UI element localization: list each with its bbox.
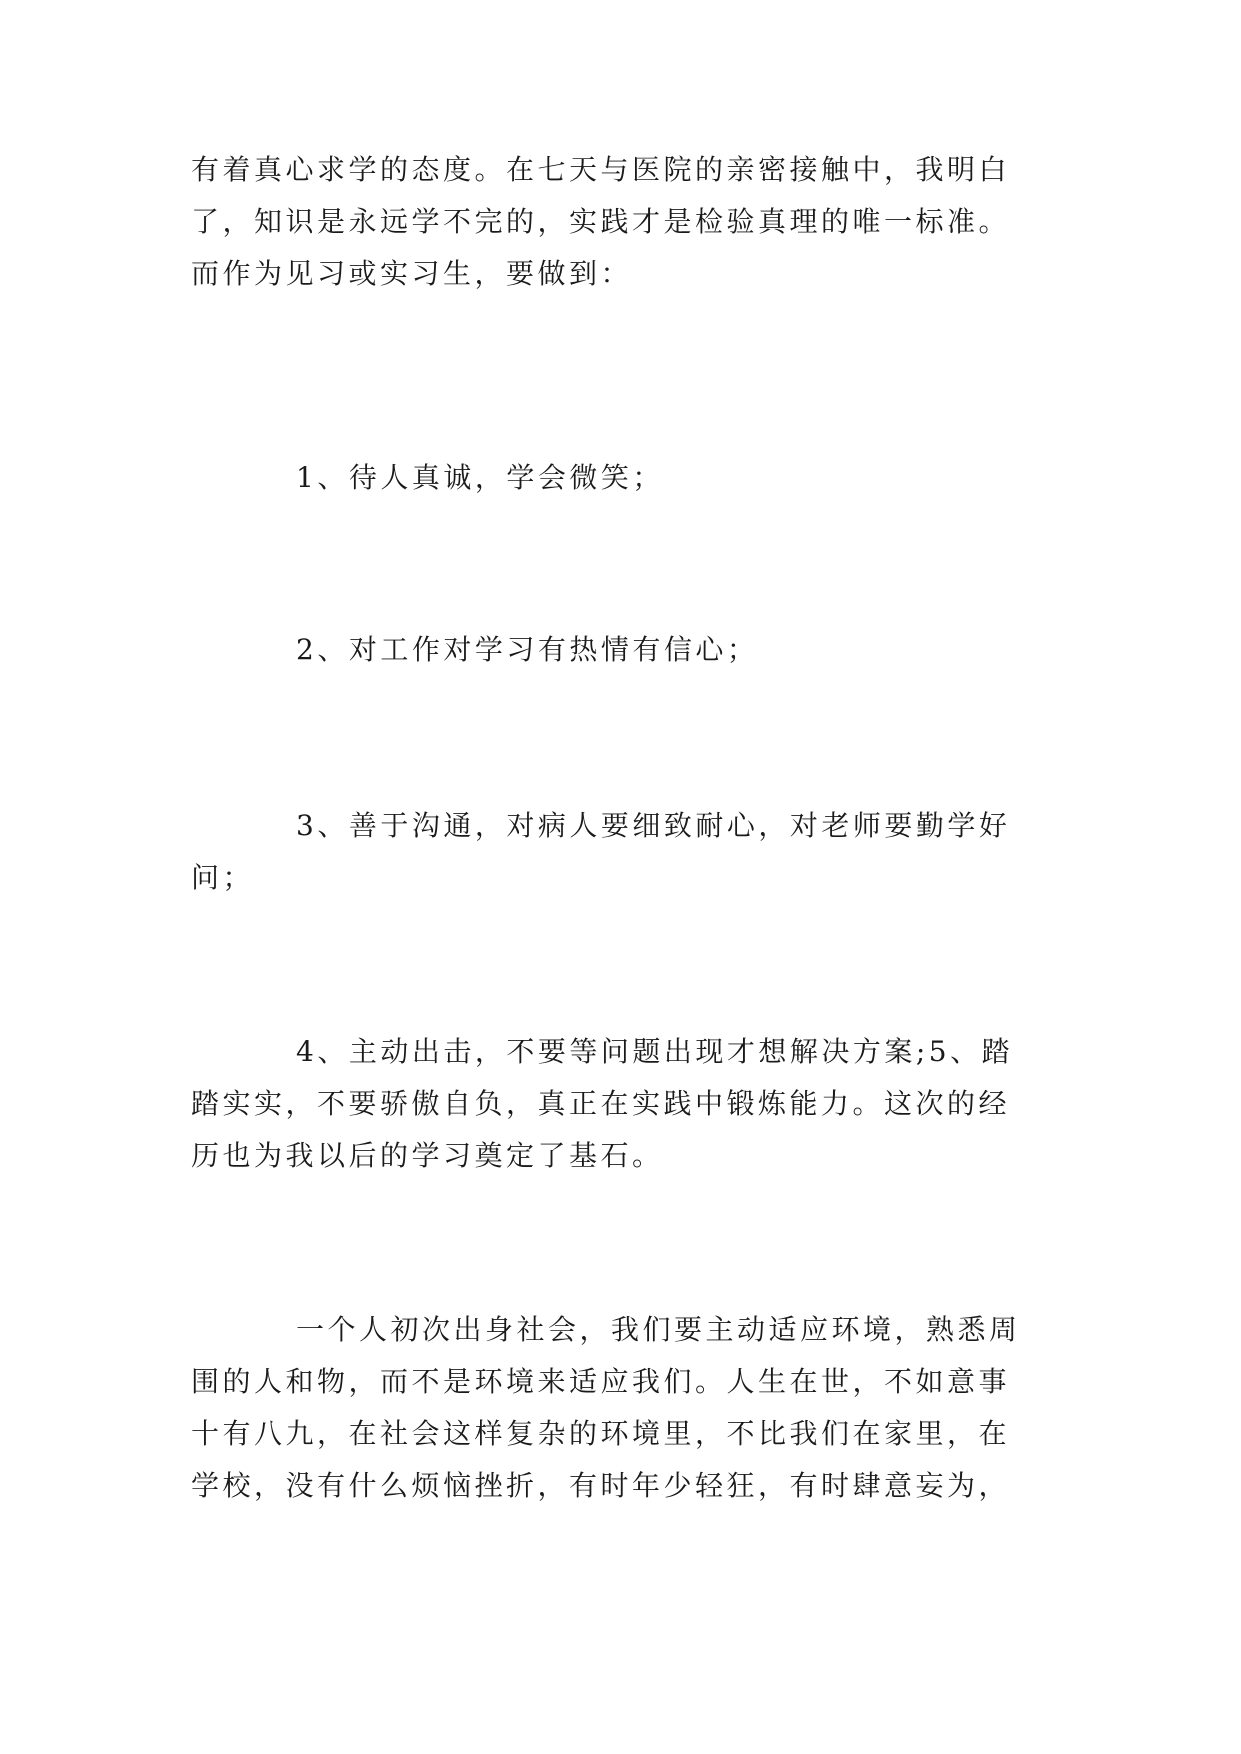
paragraph-line: 围的人和物，而不是环境来适应我们。人生在世，不如意事 (191, 1365, 1011, 1398)
paragraph-line: 而作为见习或实习生，要做到： (191, 257, 633, 290)
list-item-2: 2、对工作对学习有热情有信心； (296, 633, 759, 666)
list-item-1: 1、待人真诚，学会微笑； (296, 461, 664, 494)
list-item-3-continued: 问； (191, 861, 255, 894)
list-item-4: 4、主动出击，不要等问题出现才想解决方案;5、踏 (296, 1035, 1014, 1068)
paragraph-line: 学校，没有什么烦恼挫折，有时年少轻狂，有时肆意妄为， (191, 1469, 1011, 1502)
paragraph-line: 一个人初次出身社会，我们要主动适应环境，熟悉周 (296, 1313, 1021, 1346)
list-item-4-continued: 历也为我以后的学习奠定了基石。 (191, 1139, 664, 1172)
list-item-3: 3、善于沟通，对病人要细致耐心，对老师要勤学好 (296, 809, 1011, 842)
paragraph-line: 了，知识是永远学不完的，实践才是检验真理的唯一标准。 (191, 205, 1011, 238)
paragraph-line: 有着真心求学的态度。在七天与医院的亲密接触中，我明白 (191, 153, 1011, 186)
list-item-4-continued: 踏实实，不要骄傲自负，真正在实践中锻炼能力。这次的经 (191, 1087, 1011, 1120)
paragraph-line: 十有八九，在社会这样复杂的环境里，不比我们在家里，在 (191, 1417, 1011, 1450)
